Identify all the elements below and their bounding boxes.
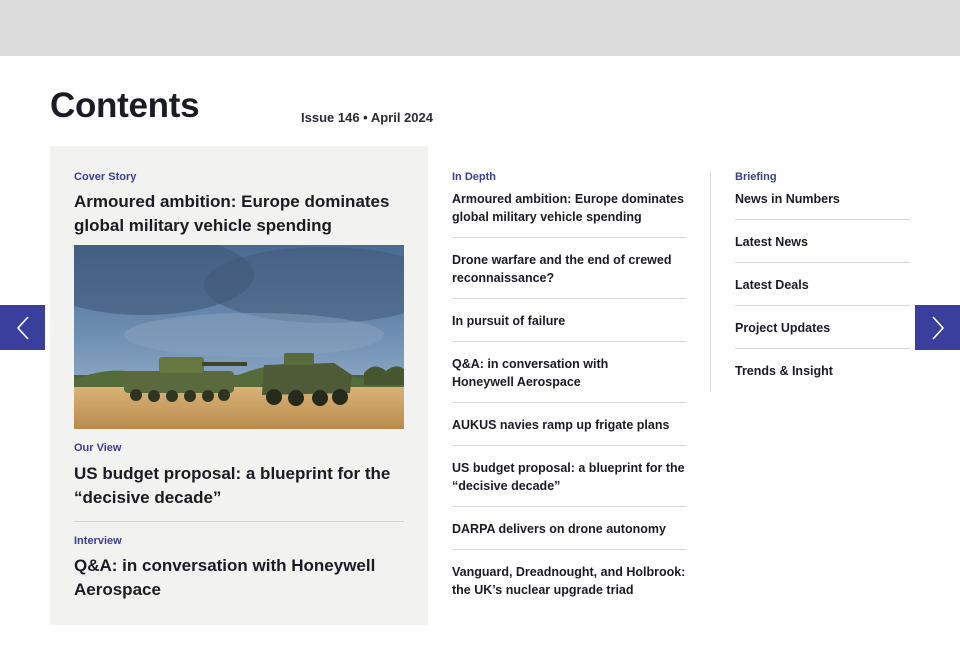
chevron-left-icon	[15, 315, 31, 341]
interview-kicker[interactable]: Interview	[74, 535, 122, 547]
our-view-title[interactable]: US budget proposal: a blueprint for the “decisive decade”	[74, 464, 391, 507]
chevron-right-icon	[930, 315, 946, 341]
divider	[735, 219, 910, 220]
page-title: Contents	[50, 86, 200, 125]
in-depth-item[interactable]: US budget proposal: a blueprint for the “decisive decade”	[452, 461, 685, 493]
briefing-item[interactable]: Latest Deals	[735, 278, 809, 292]
briefing-kicker: Briefing	[735, 171, 777, 183]
featured-panel	[50, 146, 428, 625]
interview-title[interactable]: Q&A: in conversation with Honeywell Aerospace	[74, 556, 376, 599]
in-depth-item[interactable]: AUKUS navies ramp up frigate plans	[452, 418, 670, 432]
divider	[735, 348, 910, 349]
divider	[452, 549, 686, 550]
cover-story-title[interactable]: Armoured ambition: Europe dominates global military vehicle spending	[74, 192, 390, 235]
divider	[452, 445, 686, 446]
our-view-kicker[interactable]: Our View	[74, 442, 122, 454]
divider	[452, 341, 686, 342]
featured-divider	[74, 521, 404, 522]
prev-button[interactable]	[0, 305, 45, 350]
cover-story-kicker[interactable]: Cover Story	[74, 171, 137, 183]
briefing-item[interactable]: News in Numbers	[735, 192, 840, 206]
briefing-item[interactable]: Latest News	[735, 235, 808, 249]
in-depth-item[interactable]: Vanguard, Dreadnought, and Holbrook: the UK’s nuclear upgrade triad	[452, 565, 686, 597]
in-depth-item[interactable]: Q&A: in conversation with Honeywell Aerospace	[452, 357, 609, 389]
cover-story-image[interactable]	[74, 245, 404, 429]
next-button[interactable]	[915, 305, 960, 350]
divider	[452, 506, 686, 507]
top-banner	[0, 0, 960, 56]
briefing-item[interactable]: Project Updates	[735, 321, 831, 335]
divider	[452, 298, 686, 299]
issue-label: Issue 146 • April 2024	[301, 110, 433, 125]
in-depth-item[interactable]: In pursuit of failure	[452, 314, 566, 328]
column-divider	[710, 171, 711, 391]
divider	[735, 305, 910, 306]
in-depth-item[interactable]: DARPA delivers on drone autonomy	[452, 522, 666, 536]
in-depth-item[interactable]: Drone warfare and the end of crewed reconnaissance?	[452, 253, 672, 285]
in-depth-kicker: In Depth	[452, 171, 496, 183]
divider	[452, 402, 686, 403]
divider	[452, 237, 686, 238]
divider	[735, 262, 910, 263]
briefing-item[interactable]: Trends & Insight	[735, 364, 833, 378]
in-depth-item[interactable]: Armoured ambition: Europe dominates global military vehicle spending	[452, 192, 684, 224]
